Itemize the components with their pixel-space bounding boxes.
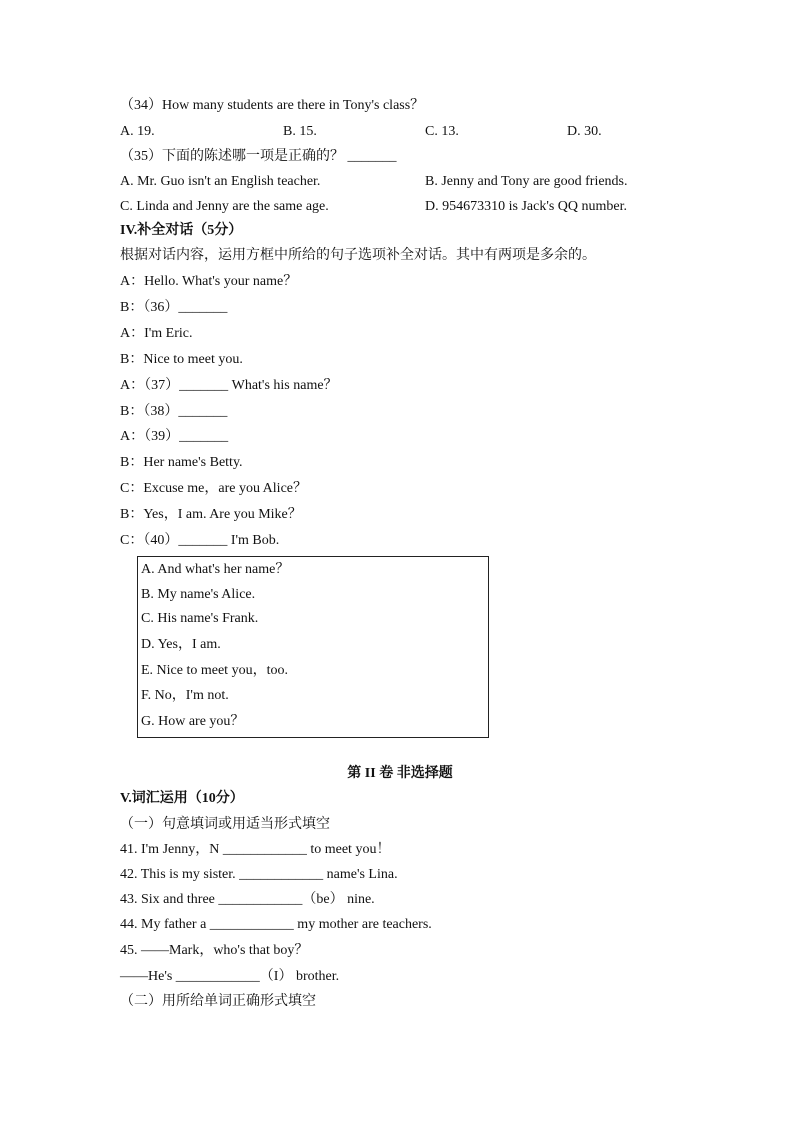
dialogue-line: A：（37）_______ What's his name？ bbox=[120, 378, 338, 393]
vocab-item: 45. ——Mark，who's that boy？ bbox=[120, 943, 309, 958]
dialogue-line: B：Her name's Betty. bbox=[120, 455, 243, 470]
choice-item: A. And what's her name？ bbox=[141, 562, 290, 577]
vocab-item: 43. Six and three ____________（be） nine. bbox=[120, 892, 375, 907]
choice-item: C. His name's Frank. bbox=[141, 611, 259, 626]
choice-item: G. How are you？ bbox=[141, 714, 245, 729]
choices-box bbox=[137, 556, 489, 738]
q34-option-b: B. 15. bbox=[283, 124, 317, 139]
q34-option-a: A. 19. bbox=[120, 124, 155, 139]
q34-option-d: D. 30. bbox=[567, 124, 602, 139]
q35-option-c: C. Linda and Jenny are the same age. bbox=[120, 199, 329, 214]
vocab-item: 41. I'm Jenny，N ____________ to meet you！ bbox=[120, 842, 391, 857]
dialogue-line: A：（39）_______ bbox=[120, 429, 229, 444]
vocab-item: 44. My father a ____________ my mother are teachers. bbox=[120, 917, 432, 932]
q35-option-b: B. Jenny and Tony are good friends. bbox=[425, 174, 628, 189]
q34-option-c: C. 13. bbox=[425, 124, 459, 139]
section-5-heading: V.词汇运用（10分） bbox=[120, 791, 244, 806]
vocab-item: 42. This is my sister. ____________ name's Lina. bbox=[120, 867, 398, 882]
choice-item: D. Yes，I am. bbox=[141, 637, 221, 652]
q35-option-a: A. Mr. Guo isn't an English teacher. bbox=[120, 174, 321, 189]
q35-option-d: D. 954673310 is Jack's QQ number. bbox=[425, 199, 628, 214]
dialogue-line: B：Nice to meet you. bbox=[120, 352, 243, 367]
dialogue-line: A：I'm Eric. bbox=[120, 326, 193, 341]
dialogue-line: B：（38）_______ bbox=[120, 404, 228, 419]
choice-item: B. My name's Alice. bbox=[141, 587, 256, 602]
dialogue-line: A：Hello. What's your name？ bbox=[120, 274, 298, 289]
dialogue-line: B：（36）_______ bbox=[120, 300, 228, 315]
choice-item: E. Nice to meet you，too. bbox=[141, 663, 288, 678]
dialogue-line: B：Yes，I am. Are you Mike？ bbox=[120, 507, 302, 522]
question-35: （35）下面的陈述哪一项是正确的？ _______ bbox=[120, 149, 397, 164]
choice-item: F. No，I'm not. bbox=[141, 688, 229, 703]
dialogue-line: C：（40）_______ I'm Bob. bbox=[120, 533, 280, 548]
section-4-instruction: 根据对话内容，运用方框中所给的句子选项补全对话。其中有两项是多余的。 bbox=[120, 248, 596, 263]
dialogue-line: C：Excuse me，are you Alice？ bbox=[120, 481, 308, 496]
question-34: （34）How many students are there in Tony's class？ bbox=[120, 98, 425, 113]
section-4-heading: IV.补全对话（5分） bbox=[120, 223, 243, 238]
section-5-sub1: （一）句意填词或用适当形式填空 bbox=[120, 817, 330, 832]
part-2-title: 第 II 卷 非选择题 bbox=[347, 766, 453, 781]
vocab-item: ——He's ____________（I） brother. bbox=[120, 969, 340, 984]
section-5-sub2: （二）用所给单词正确形式填空 bbox=[120, 994, 316, 1009]
